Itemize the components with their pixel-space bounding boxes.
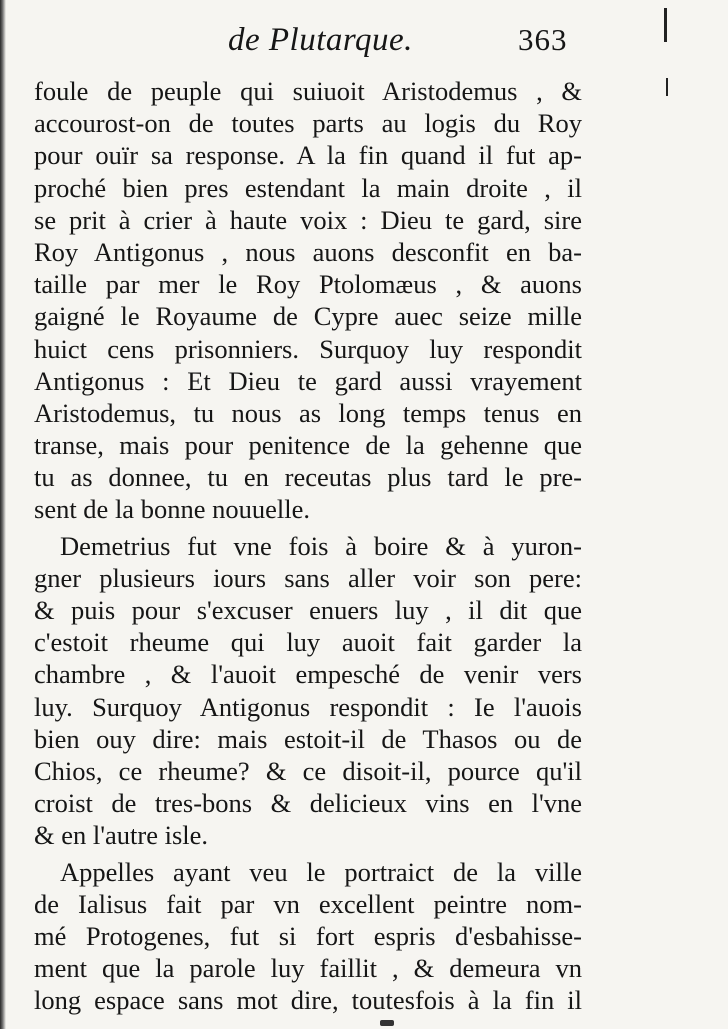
text-line: gner plusieurs iours sans aller voir son pere: (34, 562, 582, 593)
text-line: accourost-on de toutes parts au logis du Roy (34, 108, 582, 139)
text-line: chambre , & l'auoit empesché de venir vers (34, 659, 582, 690)
text-line: Demetrius fut vne fois à boire & à yuron- (60, 530, 582, 561)
page-number: 363 (518, 22, 568, 57)
text-line: transe, mais pour penitence de la gehenne que (34, 430, 582, 461)
text-line: c'estoit rheume qui luy auoit fait garder la (34, 627, 582, 658)
text-line: croist de tres-bons & delicieux vins en l'vne (34, 788, 582, 819)
text-line: & en l'autre isle. (34, 820, 209, 851)
paragraph-1 (34, 75, 582, 526)
text-line: tu as donnee, tu en receutas plus tard le pre- (34, 462, 582, 493)
text-line: gaigné le Royaume de Cypre auec seize mille (34, 301, 582, 332)
text-line: long espace sans mot dire, toutesfois à la fin il (34, 985, 582, 1016)
text-line: pour ouïr sa response. A la fin quand il fut ap- (34, 140, 582, 171)
text-line: Antigonus : Et Dieu te gard aussi vrayement (34, 365, 582, 396)
text-line: Appelles ayant veu le portraict de la ville (60, 856, 582, 887)
text-line: luy. Surquoy Antigonus respondit : Ie l'auois (34, 691, 582, 722)
paragraph-3 (34, 856, 582, 1017)
text-line: Aristodemus, tu nous as long temps tenus en (34, 397, 582, 428)
text-line: sent de la bonne nouuelle. (34, 494, 310, 525)
text-line: proché bien pres estendant la main droite , il (34, 172, 582, 203)
text-line: Chios, ce rheume? & ce disoit-il, pource qu'il (34, 755, 582, 786)
text-line: se prit à crier à haute voix : Dieu te gard, sire (34, 204, 582, 235)
body-text (34, 75, 582, 1016)
text-line: foule de peuple qui suiuoit Aristodemus , & (34, 76, 582, 106)
paragraph-2 (34, 530, 582, 852)
text-line: mé Protogenes, fut si fort espris d'esbahisse- (34, 920, 582, 951)
text-line: huict cens prisonniers. Surquoy luy respondit (34, 333, 582, 364)
page-edge-shadow (0, 0, 6, 1029)
margin-mark-small (666, 78, 668, 96)
page-header (0, 16, 728, 66)
text-line: de Ialisus fait par vn excellent peintre nom- (34, 888, 582, 919)
text-line: bien ouy dire: mais estoit-il de Thasos ou de (34, 723, 582, 754)
text-line: & puis pour s'excuser enuers luy , il dit que (34, 595, 582, 625)
text-line: taille par mer le Roy Ptolomæus , & auons (34, 269, 582, 300)
running-head: de Plutarque. (228, 22, 413, 58)
text-line: Roy Antigonus , nous auons desconfit en ba- (34, 236, 582, 267)
text-line: ment que la parole luy faillit , & demeura vn (34, 953, 582, 984)
ink-mark (380, 1020, 394, 1026)
